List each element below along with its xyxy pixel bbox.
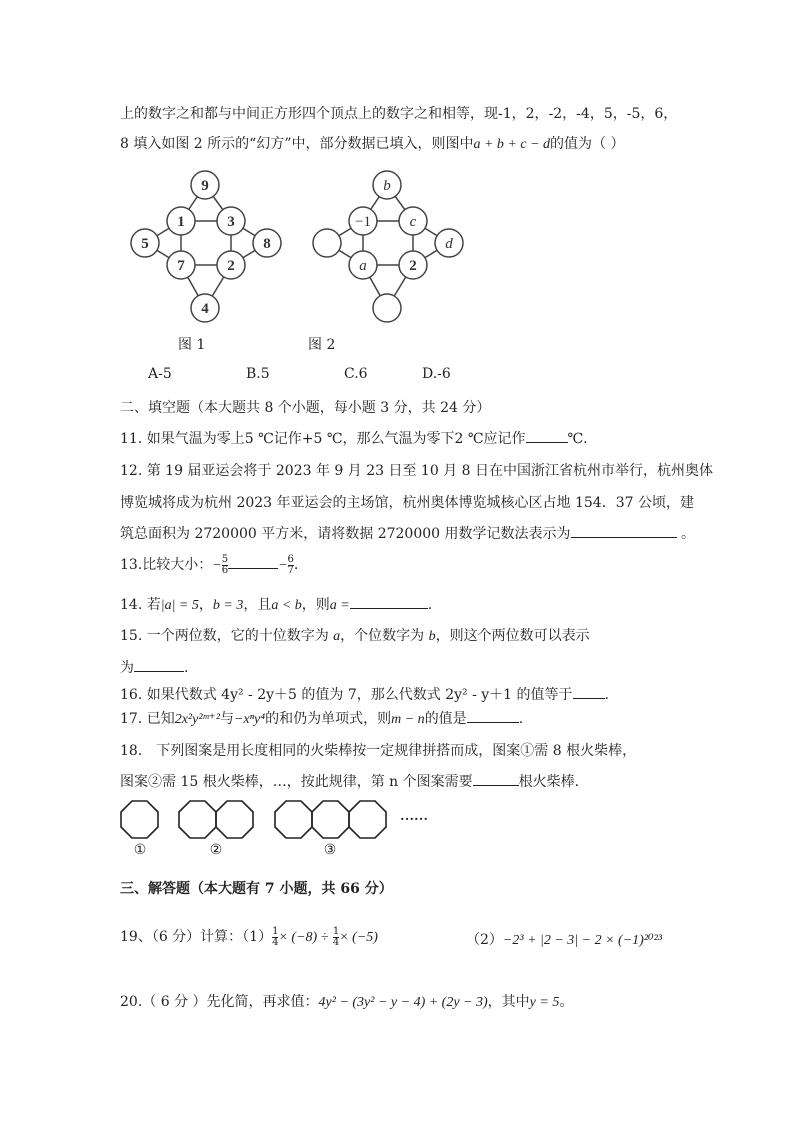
q12-line2: 博览城将成为杭州 2023 年亚运会的主场馆，杭州奥体博览城核心区占地 154．37 公顷，建	[120, 495, 694, 511]
fig2-caption: 图 2	[308, 337, 336, 353]
figure-2	[308, 168, 468, 326]
fig1-bl-value: 7	[177, 258, 185, 274]
q20-expression: 4y² − (3y² − y − 4) + (2y − 3)	[318, 995, 488, 1010]
q14-answer-blank[interactable]	[350, 594, 428, 609]
q12-end: 。	[680, 526, 695, 542]
q13-fraction-2: $\frac{6}{7}$	[287, 553, 294, 576]
q13-answer-blank[interactable]	[228, 554, 278, 569]
fig2-node-left	[313, 229, 341, 257]
fig1-br-value: 2	[227, 258, 235, 274]
pattern-2-octagon-2	[216, 801, 253, 838]
option-a: A-5	[148, 366, 172, 382]
fig2-bl-value: a	[359, 258, 367, 274]
q14: 14. 若|a| = 5，b = 3，且a < b，则a = .	[120, 594, 432, 614]
q19-part1-label: （1）	[242, 929, 273, 945]
pattern-3-octagon-3	[349, 801, 386, 838]
fig2-tl-value: −1	[355, 214, 371, 230]
pattern-1-label: ①	[133, 843, 147, 858]
fig2-top-value: b	[383, 178, 391, 194]
q10-options	[148, 366, 451, 382]
q10-line2-text: 8 填入如图 2 所示的“幻方”中，部分数据已填入，则图中	[120, 136, 474, 152]
fig1-tr-value: 3	[227, 214, 235, 230]
section-2-heading: 二、填空题（本大题共 8 个小题，每小题 3 分，共 24 分）	[120, 400, 491, 416]
q11-text: 11. 如果气温为零上5 ℃记作+5 ℃，那么气温为零下2 ℃应记作	[120, 431, 526, 447]
q12-answer-blank[interactable]	[571, 523, 677, 538]
q11-answer-blank[interactable]	[526, 428, 568, 443]
fig1-caption: 图 1	[178, 337, 206, 353]
q11	[120, 428, 588, 448]
option-b: B.5	[246, 366, 270, 382]
pattern-3-label: ③	[323, 843, 337, 858]
q10-line2	[120, 133, 625, 153]
q15-line2: 为 .	[120, 657, 188, 677]
q10-expression: a + b + c − d	[473, 137, 551, 152]
fig2-tr-value: c	[409, 214, 417, 230]
q19-part2	[466, 929, 662, 949]
q17-answer-blank[interactable]	[467, 708, 519, 723]
option-d: D.-6	[422, 366, 451, 382]
q17: 17. 已知2x²y²ᵐ⁺²与−xⁿy⁴的和仍为单项式，则m − n的值是 .	[120, 708, 523, 728]
matchstick-patterns	[118, 798, 438, 860]
q15-answer-blank[interactable]	[134, 657, 184, 672]
q19: 19、（6 分）计算：（1） $\frac{1}{4}$ × (−8) ÷ $\frac{1}{4}$ × (−5)	[120, 925, 378, 948]
pattern-3-octagon-2	[312, 801, 349, 838]
q11-unit: ℃.	[567, 431, 588, 447]
q18-answer-blank[interactable]	[473, 771, 519, 786]
fig1-bottom-value: 4	[201, 301, 209, 317]
pattern-3-octagon-1	[275, 801, 312, 838]
q12-line3	[120, 523, 695, 543]
q10-line2-end: 的值为（ ）	[550, 136, 625, 152]
q20: 20.（ 6 分 ）先化简，再求值：4y² − (3y² − y − 4) + (2y − 3)，其中y = 5。	[120, 994, 574, 1010]
fig1-right-value: 8	[263, 236, 271, 252]
q14-abs: |a| = 5	[160, 598, 199, 613]
q15-line1: 15. 一个两位数，它的十位数字为 a，个位数字为 b，则这个两位数可以表示	[120, 628, 590, 644]
q19-part2-label: （2）	[466, 932, 503, 948]
section-3-heading: 三、解答题（本大题有 7 小题，共 66 分）	[120, 881, 393, 897]
fig2-br-value: 2	[409, 258, 417, 274]
q13-text: 13.比较大小：	[120, 557, 213, 573]
fig1-left-value: 5	[141, 236, 149, 252]
q12-text: 筑总面积为 2720000 平方米，请将数据 2720000 用数学记数法表示为	[120, 526, 571, 542]
pattern-2-label: ②	[209, 843, 223, 858]
q16-answer-blank[interactable]	[573, 684, 605, 699]
fig2-node-bottom	[373, 294, 401, 322]
q10-line1: 上的数字之和都与中间正方形四个顶点上的数字之和相等，现-1，2，-2，-4，5，-5，6，	[120, 106, 678, 122]
pattern-1-octagon	[121, 801, 158, 838]
pattern-ellipsis: ……	[400, 809, 428, 824]
fig1-tl-value: 1	[177, 214, 185, 230]
fig2-right-value: d	[445, 236, 453, 252]
q19-part2-expression: −2³ + |2 − 3| − 2 × (−1)²⁰²³	[502, 933, 663, 948]
q13-fraction-1: $\frac{5}{6}$	[221, 553, 229, 576]
q12-line1: 12. 第 19 届亚运会将于 2023 年 9 月 23 日至 10 月 8 日在中国浙江省杭州市举行，杭州奥体	[120, 463, 714, 479]
option-c: C.6	[344, 366, 368, 382]
fig1-top-value: 9	[201, 178, 209, 194]
q13: 13.比较大小：− $\frac{5}{6}$ − $\frac{6}{7}$ .	[120, 553, 299, 576]
q18-line2: 图案②需 15 根火柴棒，…，按此规律，第 n 个图案需要 根火柴棒.	[120, 771, 579, 791]
figure-1	[126, 168, 286, 326]
pattern-2-octagon-1	[179, 801, 216, 838]
q16: 16. 如果代数式 4y² - 2y＋5 的值为 7，那么代数式 2y² - y＋1 的值等于 .	[120, 684, 609, 704]
q18-line1: 18． 下列图案是用长度相同的火柴棒按一定规律拼搭而成，图案①需 8 根火柴棒，	[120, 743, 637, 759]
